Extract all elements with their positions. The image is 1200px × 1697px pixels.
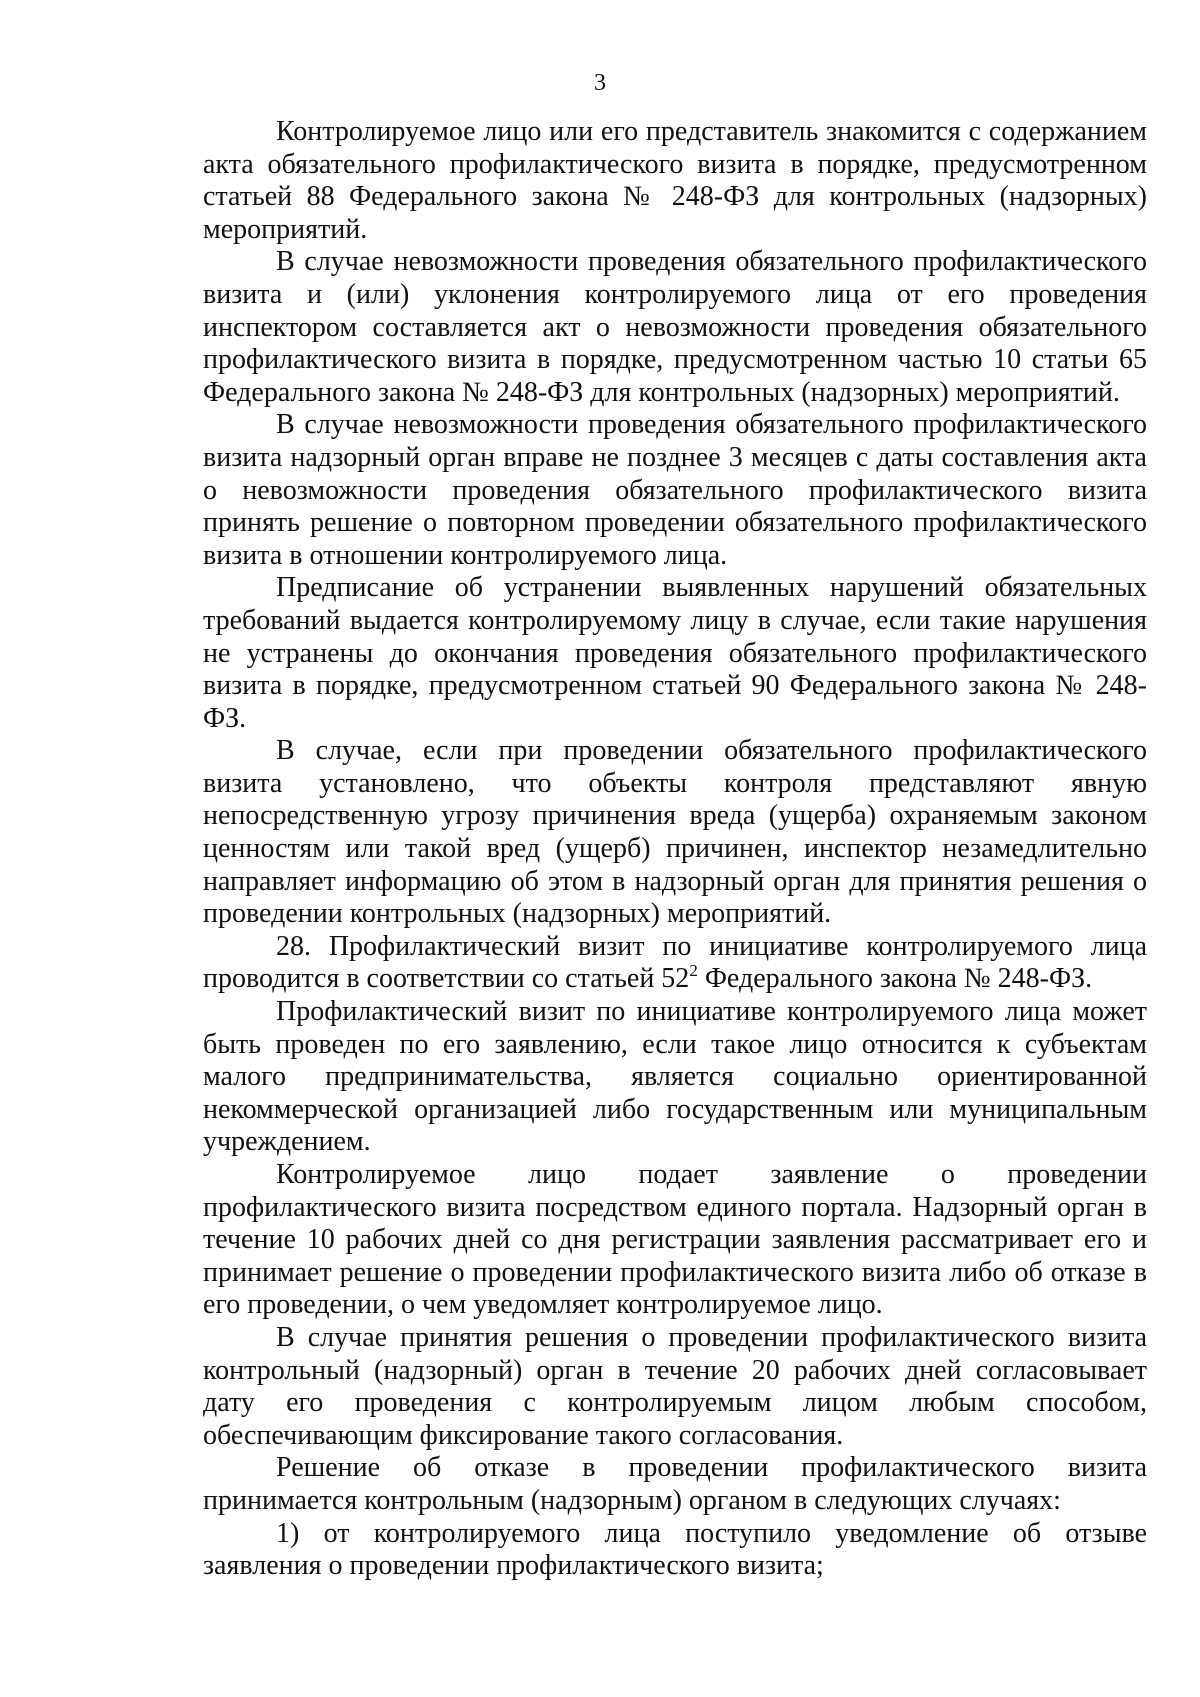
paragraph-impossibility-act: В случае невозможности проведения обязательного профилактического визита и (или) уклонения контролируемого лица от его проведения инспектором составляется акт о невозможности проведения обязательного профилактического визита в порядке, предусмотренном частью 10 статьи 65 Федерального закона № 248-ФЗ для контрольных (надзорных) мероприятий. [203,246,1147,408]
paragraph-refusal-cases: Решение об отказе в проведении профилактического визита принимается контрольным (надзорным) органом в следующих случаях: [203,1452,1147,1516]
paragraph-28-tail: Федерального закона № 248-ФЗ. [697,963,1093,995]
paragraph-visit-by-application: Профилактический визит по инициативе контролируемого лица может быть проведен по его заявлению, если такое лицо относится к субъектам малого предпринимательства, является социально ориентированной некоммерческой организацией либо государственным или муниципальным учреждением. [203,996,1147,1158]
paragraph-28 [203,931,1147,996]
article-superscript: 2 [689,961,698,981]
page-number: 3 [594,70,606,96]
paragraph-28-text: 28. Профилактический визит по инициативе контролируемого лица проводится в соответствии со статьей 52 [203,930,1147,995]
paragraph-repeat-visit: В случае невозможности проведения обязательного профилактического визита надзорный орган вправе не позднее 3 месяцев с даты составления акта о невозможности проведения обязательного профилактического визита принять решение о повторном проведении обязательного профилактического визита в отношении контролируемого лица. [203,409,1147,571]
paragraph-application-submission: Контролируемое лицо подает заявление о проведении профилактического визита посредством единого портала. Надзорный орган в течение 10 рабочих дней со дня регистрации заявления рассматривает его и принимает решение о проведении профилактического визита либо об отказе в его проведении, о чем уведомляет контролируемое лицо. [203,1159,1147,1321]
paragraph-direct-threat: В случае, если при проведении обязательного профилактического визита установлено, что объекты контроля представляют явную непосредственную угрозу причинения вреда (ущерба) охраняемым законом ценностям или такой вред (ущерб) причинен, инспектор незамедлительно направляет информацию об этом в надзорный орган для принятия решения о проведении контрольных (надзорных) мероприятий. [203,735,1147,930]
paragraph-acquaintance-with-act: Контролируемое лицо или его представитель знакомится с содержанием акта обязательного профилактического визита в порядке, предусмотренном статьей 88 Федерального закона № 248-ФЗ для контрольных (надзорных) мероприятий. [203,116,1147,245]
paragraph-refusal-item-1: 1) от контролируемого лица поступило уведомление об отзыве заявления о проведении профилактического визита; [203,1517,1147,1582]
paragraph-prescription: Предписание об устранении выявленных нарушений обязательных требований выдается контролируемому лицу в случае, если такие нарушения не устранены до окончания проведения обязательного профилактического визита в порядке, предусмотренном статьей 90 Федерального закона № 248-ФЗ. [203,572,1147,734]
paragraph-date-agreement: В случае принятия решения о проведении профилактического визита контрольный (надзорный) орган в течение 20 рабочих дней согласовывает дату его проведения с контролируемым лицом любым способом, обеспечивающим фиксирование такого согласования. [203,1321,1147,1451]
document-body [203,116,1147,1583]
